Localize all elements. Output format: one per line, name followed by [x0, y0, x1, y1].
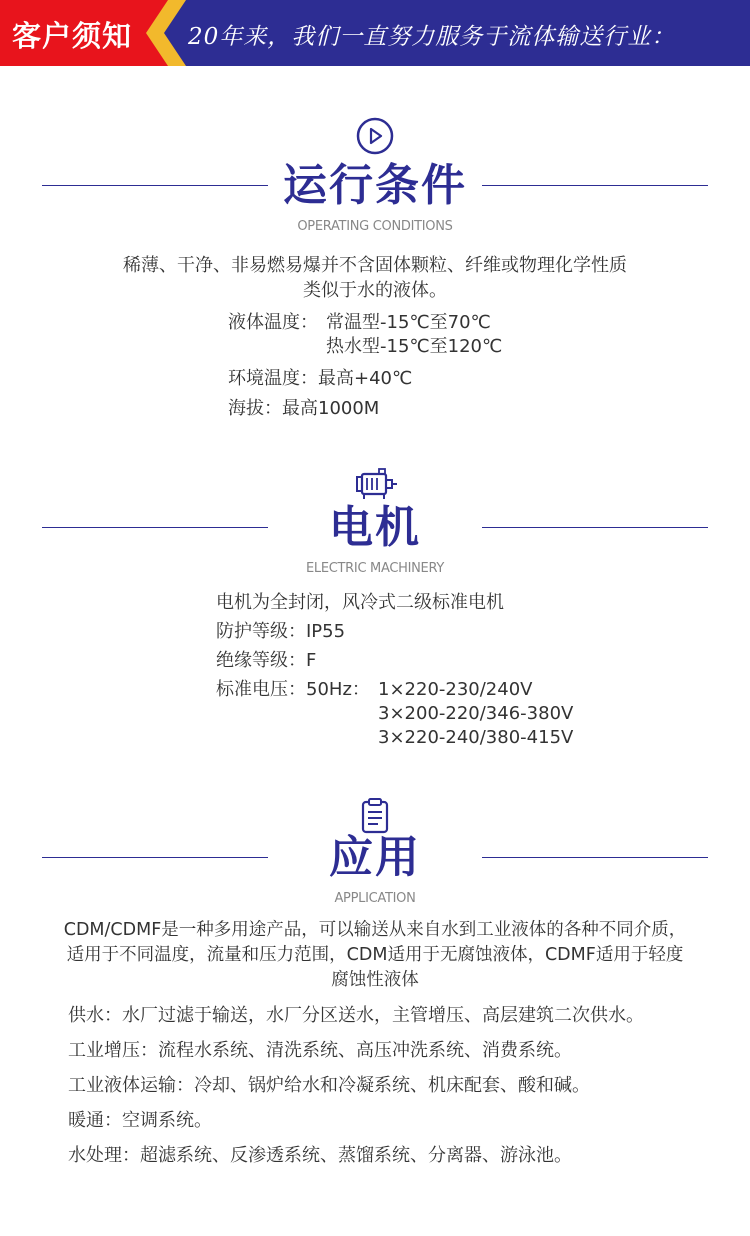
liquid-temp-label: 液体温度：	[228, 312, 318, 333]
banner-title: 客户须知	[12, 19, 133, 53]
section-title-application: 应用	[329, 832, 421, 883]
section-title-operating: 运行条件	[283, 160, 467, 211]
liquid-temp-normal: 常温型-15℃至70℃	[326, 312, 491, 333]
insulation-rating: 绝缘等级：F	[216, 650, 317, 671]
protection-rating: 防护等级：IP55	[216, 621, 346, 642]
motor-description: 电机为全封闭，风冷式二级标准电机	[216, 592, 504, 613]
motor-icon	[355, 466, 395, 506]
clipboard-icon	[355, 796, 395, 836]
application-item-water-treatment: 水处理：超滤系统、反渗透系统、蒸馏系统、分离器、游泳池。	[68, 1145, 572, 1166]
ambient-temp: 环境温度：最高+40℃	[228, 368, 413, 389]
application-intro-line3: 腐蚀性液体	[331, 970, 419, 990]
section-subtitle-operating: OPERATING CONDITIONS	[297, 219, 453, 234]
application-item-hvac: 暖通：空调系统。	[68, 1110, 212, 1131]
voltage-value: 1×220-230/240V	[378, 679, 533, 700]
section-subtitle-motor: ELECTRIC MACHINERY	[305, 561, 444, 576]
application-intro-line2: 适用于不同温度，流量和压力范围，CDM适用于无腐蚀液体，CDMF适用于轻度	[66, 945, 684, 965]
play-circle-icon	[355, 116, 395, 156]
header-banner	[0, 0, 750, 66]
application-intro-line1: CDM/CDMF是一种多用途产品，可以输送从来自水到工业液体的各种不同介质，	[63, 920, 687, 940]
section-subtitle-application: APPLICATION	[334, 891, 416, 906]
banner-slogan: 20年来，我们一直努力服务于流体输送行业：	[188, 24, 676, 50]
liquid-temp-hot: 热水型-15℃至120℃	[326, 336, 503, 357]
application-item-industrial-liquid: 工业液体运输：冷却、锅炉给水和冷凝系统、机床配套、酸和碱。	[68, 1075, 590, 1096]
application-item-water-supply: 供水：水厂过滤于输送，水厂分区送水，主管增压、高层建筑二次供水。	[68, 1005, 644, 1026]
altitude: 海拔：最高1000M	[228, 398, 380, 419]
voltage-value: 3×220-240/380-415V	[378, 727, 574, 748]
operating-intro-line2: 类似于水的液体。	[303, 280, 447, 301]
application-item-industrial-boost: 工业增压：流程水系统、清洗系统、高压冲洗系统、消费系统。	[68, 1040, 572, 1061]
voltage-value: 3×200-220/346-380V	[378, 703, 574, 724]
voltage-label: 标准电压：50Hz：	[216, 679, 370, 700]
section-title-motor: 电机	[329, 502, 421, 553]
operating-intro-line1: 稀薄、干净、非易燃易爆并不含固体颗粒、纤维或物理化学性质	[123, 255, 627, 276]
